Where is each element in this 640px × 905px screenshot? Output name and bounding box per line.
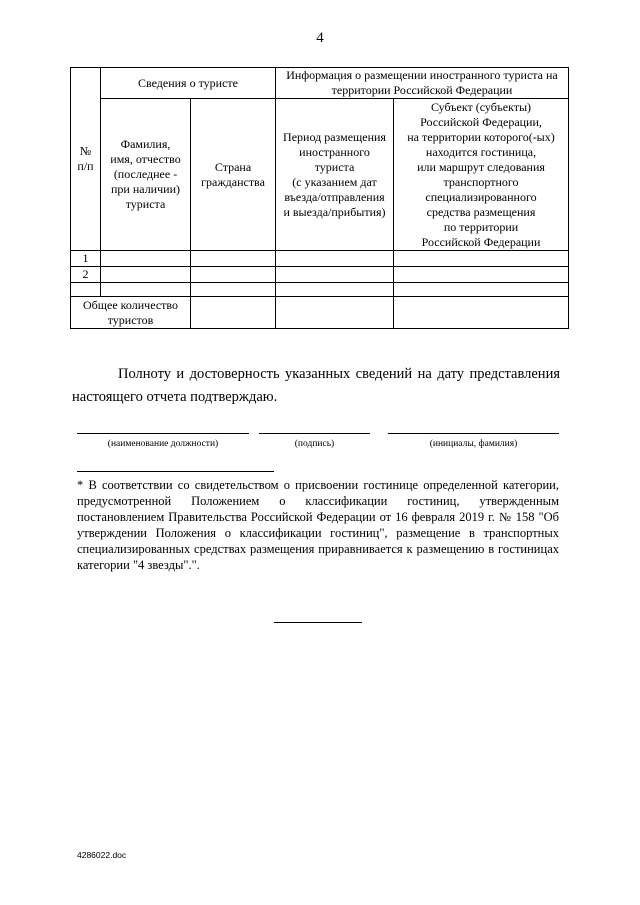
row-number: 2 (71, 267, 101, 283)
header-citizenship: Страна гражданства (191, 99, 276, 251)
header-full-name: Фамилия, имя, отчество (последнее - при наличии) туриста (101, 99, 191, 251)
table-cell (394, 251, 569, 267)
table-cell (191, 251, 276, 267)
position-signature-line (77, 433, 249, 434)
total-count-cell (191, 297, 276, 329)
table-cell (394, 283, 569, 297)
table-cell (394, 297, 569, 329)
footnote-text: * В соответствии со свидетельством о присвоении гостинице определенной категории, предусмотренной Положением о классификации гостиниц, утвержденным постановлением Правительства Российской Федерации от 16 февраля 2019 г. № 158 "Об утверждении Положения о классификации гостиниц", размещение в транспортных специализированных средствах размещения приравнивается к размещению в гостиницах категории "4 звезды".". (77, 478, 559, 572)
header-accommodation-info: Информация о размещении иностранного туриста на территории Российской Федерации (276, 68, 569, 99)
footnote-separator (77, 471, 274, 472)
table-row (71, 267, 569, 283)
table-cell (101, 267, 191, 283)
header-region: Субъект (субъекты) Российской Федерации, на территории которого(-ых) находится гостиница, или маршрут следования транспортного специализированного средства размещения по территории Российской Федерации (394, 99, 569, 251)
table-cell (191, 283, 276, 297)
position-caption: (наименование должности) (107, 439, 219, 449)
table-cell (101, 251, 191, 267)
table-row (71, 251, 569, 267)
table-cell (394, 267, 569, 283)
table-cell (276, 267, 394, 283)
page-number: 4 (316, 30, 324, 46)
table-row (71, 283, 569, 297)
table-cell (191, 267, 276, 283)
certification-text: Полноту и достоверность указанных сведений на дату представления настоящего отчета подтверждаю. (72, 366, 560, 405)
row-number: 1 (71, 251, 101, 267)
row-number (71, 283, 101, 297)
tourist-report-table (70, 67, 569, 329)
end-rule (274, 622, 362, 623)
total-label: Общее количество туристов (71, 297, 191, 329)
table-cell (276, 251, 394, 267)
table-cell (276, 297, 394, 329)
doc-filename: 4286022.doc (77, 850, 127, 860)
name-caption: (инициалы, фамилия) (429, 439, 518, 449)
signature-caption: (подпись) (294, 439, 335, 449)
header-number: № п/п (71, 68, 101, 251)
header-stay-period: Период размещения иностранного туриста (с указанием дат въезда/отправления и выезда/прибытия) (276, 99, 394, 251)
name-signature-line (388, 433, 559, 434)
table-cell (101, 283, 191, 297)
total-row (71, 297, 569, 329)
header-tourist-info: Сведения о туристе (101, 68, 276, 99)
signature-line (259, 433, 370, 434)
table-cell (276, 283, 394, 297)
